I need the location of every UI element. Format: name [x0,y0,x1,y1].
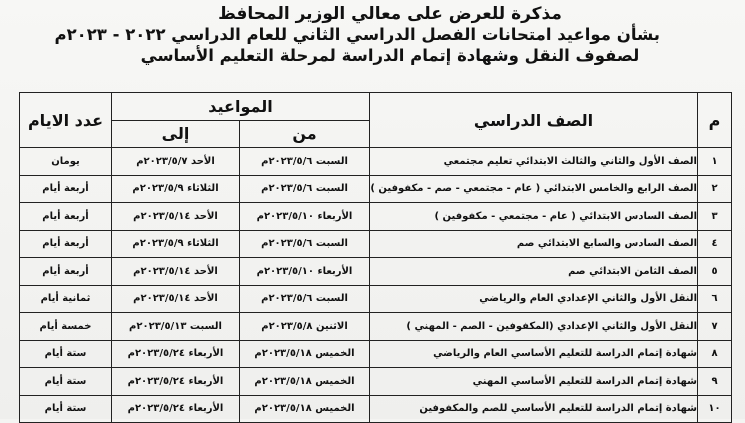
row-from: الاثنين ٢٠٢٣/٥/٨م [240,313,370,341]
row-num: ٣ [698,203,732,231]
row-days: أربعة أيام [20,175,112,203]
row-to: الأربعاء ٢٠٢٣/٥/٢٤م [112,395,240,423]
row-to: الأحد ٢٠٢٣/٥/١٤م [112,258,240,286]
row-days: أربعة أيام [20,230,112,258]
table-row [20,340,732,368]
row-from: الأربعاء ٢٠٢٣/٥/١٠م [240,203,370,231]
memo-subject: بشأن مواعيد امتحانات الفصل الدراسي الثاني للعام الدراسي ٢٠٢٢ - ٢٠٢٣م [54,25,660,44]
table-row [20,175,732,203]
header-to: إلى [112,120,240,148]
table-row [20,313,732,341]
row-days: ثمانية أيام [20,285,112,313]
row-from: السبت ٢٠٢٣/٥/٦م [240,175,370,203]
table-row [20,230,732,258]
row-from: الخميس ٢٠٢٣/٥/١٨م [240,368,370,396]
header-num: م [698,93,732,148]
table-row [20,203,732,231]
row-grade: الصف الأول والثاني والثالث الابتدائي تعليم مجتمعي [370,148,698,176]
row-from: السبت ٢٠٢٣/٥/٦م [240,230,370,258]
memo-scope: لصفوف النقل وشهادة إتمام الدراسة لمرحلة التعليم الأساسي [140,46,640,65]
row-to: الأربعاء ٢٠٢٣/٥/٢٤م [112,340,240,368]
row-grade: الصف الرابع والخامس الابتدائي ( عام - مجتمعي - صم - مكفوفين ) [370,175,698,203]
row-grade: شهادة إتمام الدراسة للتعليم الأساسي للصم والمكفوفين [370,395,698,423]
row-grade: النقل الأول والثاني الإعدادي (المكفوفين - الصم - المهني ) [370,313,698,341]
header-dates: المواعيد [112,93,370,121]
row-days: يومان [20,148,112,176]
row-to: الأربعاء ٢٠٢٣/٥/٢٤م [112,368,240,396]
row-num: ٩ [698,368,732,396]
row-days: ستة أيام [20,368,112,396]
row-days: خمسة أيام [20,313,112,341]
table-row [20,395,732,423]
row-days: ستة أيام [20,395,112,423]
row-from: السبت ٢٠٢٣/٥/٦م [240,285,370,313]
row-to: الثلاثاء ٢٠٢٣/٥/٩م [112,175,240,203]
row-from: الخميس ٢٠٢٣/٥/١٨م [240,340,370,368]
row-num: ٥ [698,258,732,286]
row-num: ٧ [698,313,732,341]
table-row [20,368,732,396]
row-days: أربعة أيام [20,258,112,286]
row-num: ٤ [698,230,732,258]
row-grade: الصف السادس والسابع الابتدائي صم [370,230,698,258]
memo-title: مذكرة للعرض على معالي الوزير المحافظ [218,4,562,24]
row-to: الأحد ٢٠٢٣/٥/١٤م [112,203,240,231]
row-days: أربعة أيام [20,203,112,231]
row-to: الثلاثاء ٢٠٢٣/٥/٩م [112,230,240,258]
row-to: الأحد ٢٠٢٣/٥/٧م [112,148,240,176]
row-num: ١٠ [698,395,732,423]
row-grade: شهادة إتمام الدراسة للتعليم الأساسي المهني [370,368,698,396]
row-from: السبت ٢٠٢٣/٥/٦م [240,148,370,176]
row-num: ١ [698,148,732,176]
header-grade: الصف الدراسي [370,93,698,148]
row-grade: الصف السادس الابتدائي ( عام - مجتمعي - مكفوفين ) [370,203,698,231]
table-row [20,258,732,286]
row-num: ٨ [698,340,732,368]
row-from: الأربعاء ٢٠٢٣/٥/١٠م [240,258,370,286]
header-from: من [240,120,370,148]
table-row [20,148,732,176]
row-num: ٢ [698,175,732,203]
table-row [20,285,732,313]
exam-schedule-table [19,92,732,423]
row-days: ستة أيام [20,340,112,368]
row-from: الخميس ٢٠٢٣/٥/١٨م [240,395,370,423]
row-grade: الصف الثامن الابتدائي صم [370,258,698,286]
row-grade: النقل الأول والثاني الإعدادي العام والرياضي [370,285,698,313]
row-to: الأحد ٢٠٢٣/٥/١٤م [112,285,240,313]
row-to: السبت ٢٠٢٣/٥/١٣م [112,313,240,341]
header-days: عدد الايام [20,93,112,148]
row-grade: شهادة إتمام الدراسة للتعليم الأساسي العام والرياضي [370,340,698,368]
row-num: ٦ [698,285,732,313]
